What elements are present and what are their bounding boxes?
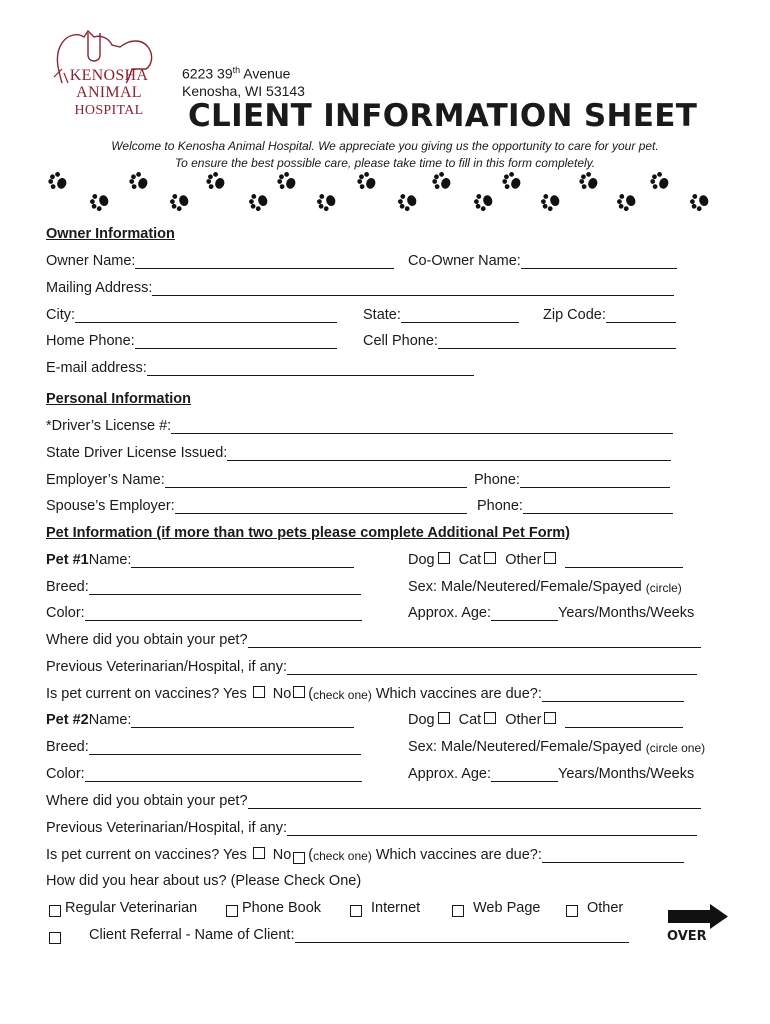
pet2-dog-checkbox[interactable] <box>438 712 450 724</box>
paw-icon <box>315 190 338 213</box>
referral-option-web-page[interactable]: Web Page <box>452 900 540 916</box>
paw-icon <box>355 170 378 193</box>
license-state-field[interactable]: State Driver License Issued: <box>46 445 671 461</box>
referral-option-phone-book[interactable]: Phone Book <box>226 900 321 916</box>
paw-icon <box>688 190 711 213</box>
personal-section-heading: Personal Information <box>46 391 192 407</box>
owner-section-heading: Owner Information <box>46 226 175 242</box>
pet2-vaccines-no-checkbox[interactable] <box>293 852 305 864</box>
hospital-logo <box>48 25 170 123</box>
client-referral-field[interactable]: Client Referral - Name of Client: <box>49 927 629 943</box>
pet2-age-field[interactable]: Approx. Age: Years/Months/Weeks <box>408 766 695 782</box>
paw-icon <box>539 190 562 213</box>
arrow-right-icon <box>668 904 728 929</box>
cell-phone-field[interactable]: Cell Phone: <box>363 333 676 349</box>
pet1-vaccines-row: Is pet current on vaccines? Yes No ( check one) Which vaccines are due?: <box>46 686 684 702</box>
paw-icon <box>88 190 111 213</box>
referral-option-regular-vet[interactable]: Regular Veterinarian <box>49 900 197 916</box>
address-street: 6223 39th Avenue <box>182 65 291 82</box>
checkbox-icon[interactable] <box>566 905 578 917</box>
pet1-other-checkbox[interactable] <box>544 552 556 564</box>
paw-icon <box>500 170 523 193</box>
checkbox-icon[interactable] <box>350 905 362 917</box>
paw-icon <box>247 190 270 213</box>
pet2-obtain-field[interactable]: Where did you obtain your pet? <box>46 793 701 809</box>
pet1-name-field[interactable]: Pet #1 Name: <box>46 552 354 568</box>
pet2-sex-field[interactable]: Sex: Male/Neutered/Female/Spayed (circle one) <box>408 739 706 755</box>
pet2-previous-vet-field[interactable]: Previous Veterinarian/Hospital, if any: <box>46 820 697 836</box>
pet2-name-field[interactable]: Pet #2 Name: <box>46 712 354 728</box>
home-phone-field[interactable]: Home Phone: <box>46 333 337 349</box>
logo-line-1: KENOSHA <box>69 67 149 84</box>
checkbox-icon[interactable] <box>452 905 464 917</box>
zip-code-field[interactable]: Zip Code: <box>543 307 676 323</box>
pet2-color-field[interactable]: Color: <box>46 766 362 782</box>
checkbox-icon[interactable] <box>226 905 238 917</box>
mailing-address-field[interactable]: Mailing Address: <box>46 280 674 296</box>
pet2-vaccines-yes-checkbox[interactable] <box>253 847 265 859</box>
paw-icon <box>472 190 495 213</box>
referral-question: How did you hear about us? (Please Check One) <box>46 873 362 889</box>
spouse-employer-field[interactable]: Spouse’s Employer: <box>46 498 467 514</box>
employer-name-field[interactable]: Employer’s Name: <box>46 472 467 488</box>
pet1-age-field[interactable]: Approx. Age: Years/Months/Weeks <box>408 605 695 621</box>
pet2-other-checkbox[interactable] <box>544 712 556 724</box>
pet1-breed-field[interactable]: Breed: <box>46 579 361 595</box>
pet2-vaccines-row: Is pet current on vaccines? Yes No ( check one) Which vaccines are due?: <box>46 847 684 863</box>
paw-icon <box>127 170 150 193</box>
address-city: Kenosha, WI 53143 <box>182 83 305 99</box>
over-label: OVER <box>667 929 707 944</box>
checkbox-icon[interactable] <box>49 932 61 944</box>
pet1-obtain-field[interactable]: Where did you obtain your pet? <box>46 632 701 648</box>
page-title: CLIENT INFORMATION SHEET <box>188 98 698 134</box>
paw-icon <box>168 190 191 213</box>
logo-line-3: HOSPITAL <box>74 103 144 118</box>
pet1-color-field[interactable]: Color: <box>46 605 362 621</box>
pet2-other-blank[interactable] <box>565 713 683 728</box>
pet1-vaccines-due-blank[interactable] <box>542 687 684 702</box>
pet2-vaccines-due-blank[interactable] <box>542 848 684 863</box>
pet-section-heading: Pet Information (if more than two pets please complete Additional Pet Form) <box>46 525 570 541</box>
paw-icon <box>396 190 419 213</box>
drivers-license-field[interactable]: *Driver’s License #: <box>46 418 673 434</box>
pet2-breed-field[interactable]: Breed: <box>46 739 361 755</box>
checkbox-icon[interactable] <box>49 905 61 917</box>
pet1-sex-field[interactable]: Sex: Male/Neutered/Female/Spayed (circle) <box>408 579 682 595</box>
paw-icon <box>615 190 638 213</box>
referral-option-internet[interactable]: Internet <box>350 900 420 916</box>
referral-option-other[interactable]: Other <box>566 900 623 916</box>
paw-icon <box>204 170 227 193</box>
paw-icon <box>577 170 600 193</box>
pet1-dog-checkbox[interactable] <box>438 552 450 564</box>
spouse-employer-phone-field[interactable]: Phone: <box>477 498 673 514</box>
city-field[interactable]: City: <box>46 307 337 323</box>
state-field[interactable]: State: <box>363 307 519 323</box>
pet1-cat-checkbox[interactable] <box>484 552 496 564</box>
paw-prints-decoration <box>0 165 770 220</box>
paw-icon <box>430 170 453 193</box>
logo-line-2: ANIMAL <box>76 84 142 101</box>
pet1-vaccines-no-checkbox[interactable] <box>293 686 305 698</box>
pet2-species-options: Dog Cat Other <box>408 712 683 728</box>
co-owner-name-field[interactable]: Co-Owner Name: <box>408 253 677 269</box>
welcome-line-1: Welcome to Kenosha Animal Hospital. We appreciate you giving us the opportunity to care for your pet. <box>111 139 659 153</box>
pet1-vaccines-yes-checkbox[interactable] <box>253 686 265 698</box>
pet1-other-blank[interactable] <box>565 553 683 568</box>
paw-icon <box>648 170 671 193</box>
welcome-line-2: To ensure the best possible care, please take time to fill in this form completely. <box>174 156 596 170</box>
email-field[interactable]: E-mail address: <box>46 360 474 376</box>
owner-name-field[interactable]: Owner Name: <box>46 253 394 269</box>
employer-phone-field[interactable]: Phone: <box>474 472 670 488</box>
pet2-cat-checkbox[interactable] <box>484 712 496 724</box>
pet1-species-options: Dog Cat Other <box>408 552 683 568</box>
paw-icon <box>275 170 298 193</box>
paw-icon <box>46 170 69 193</box>
pet1-previous-vet-field[interactable]: Previous Veterinarian/Hospital, if any: <box>46 659 697 675</box>
